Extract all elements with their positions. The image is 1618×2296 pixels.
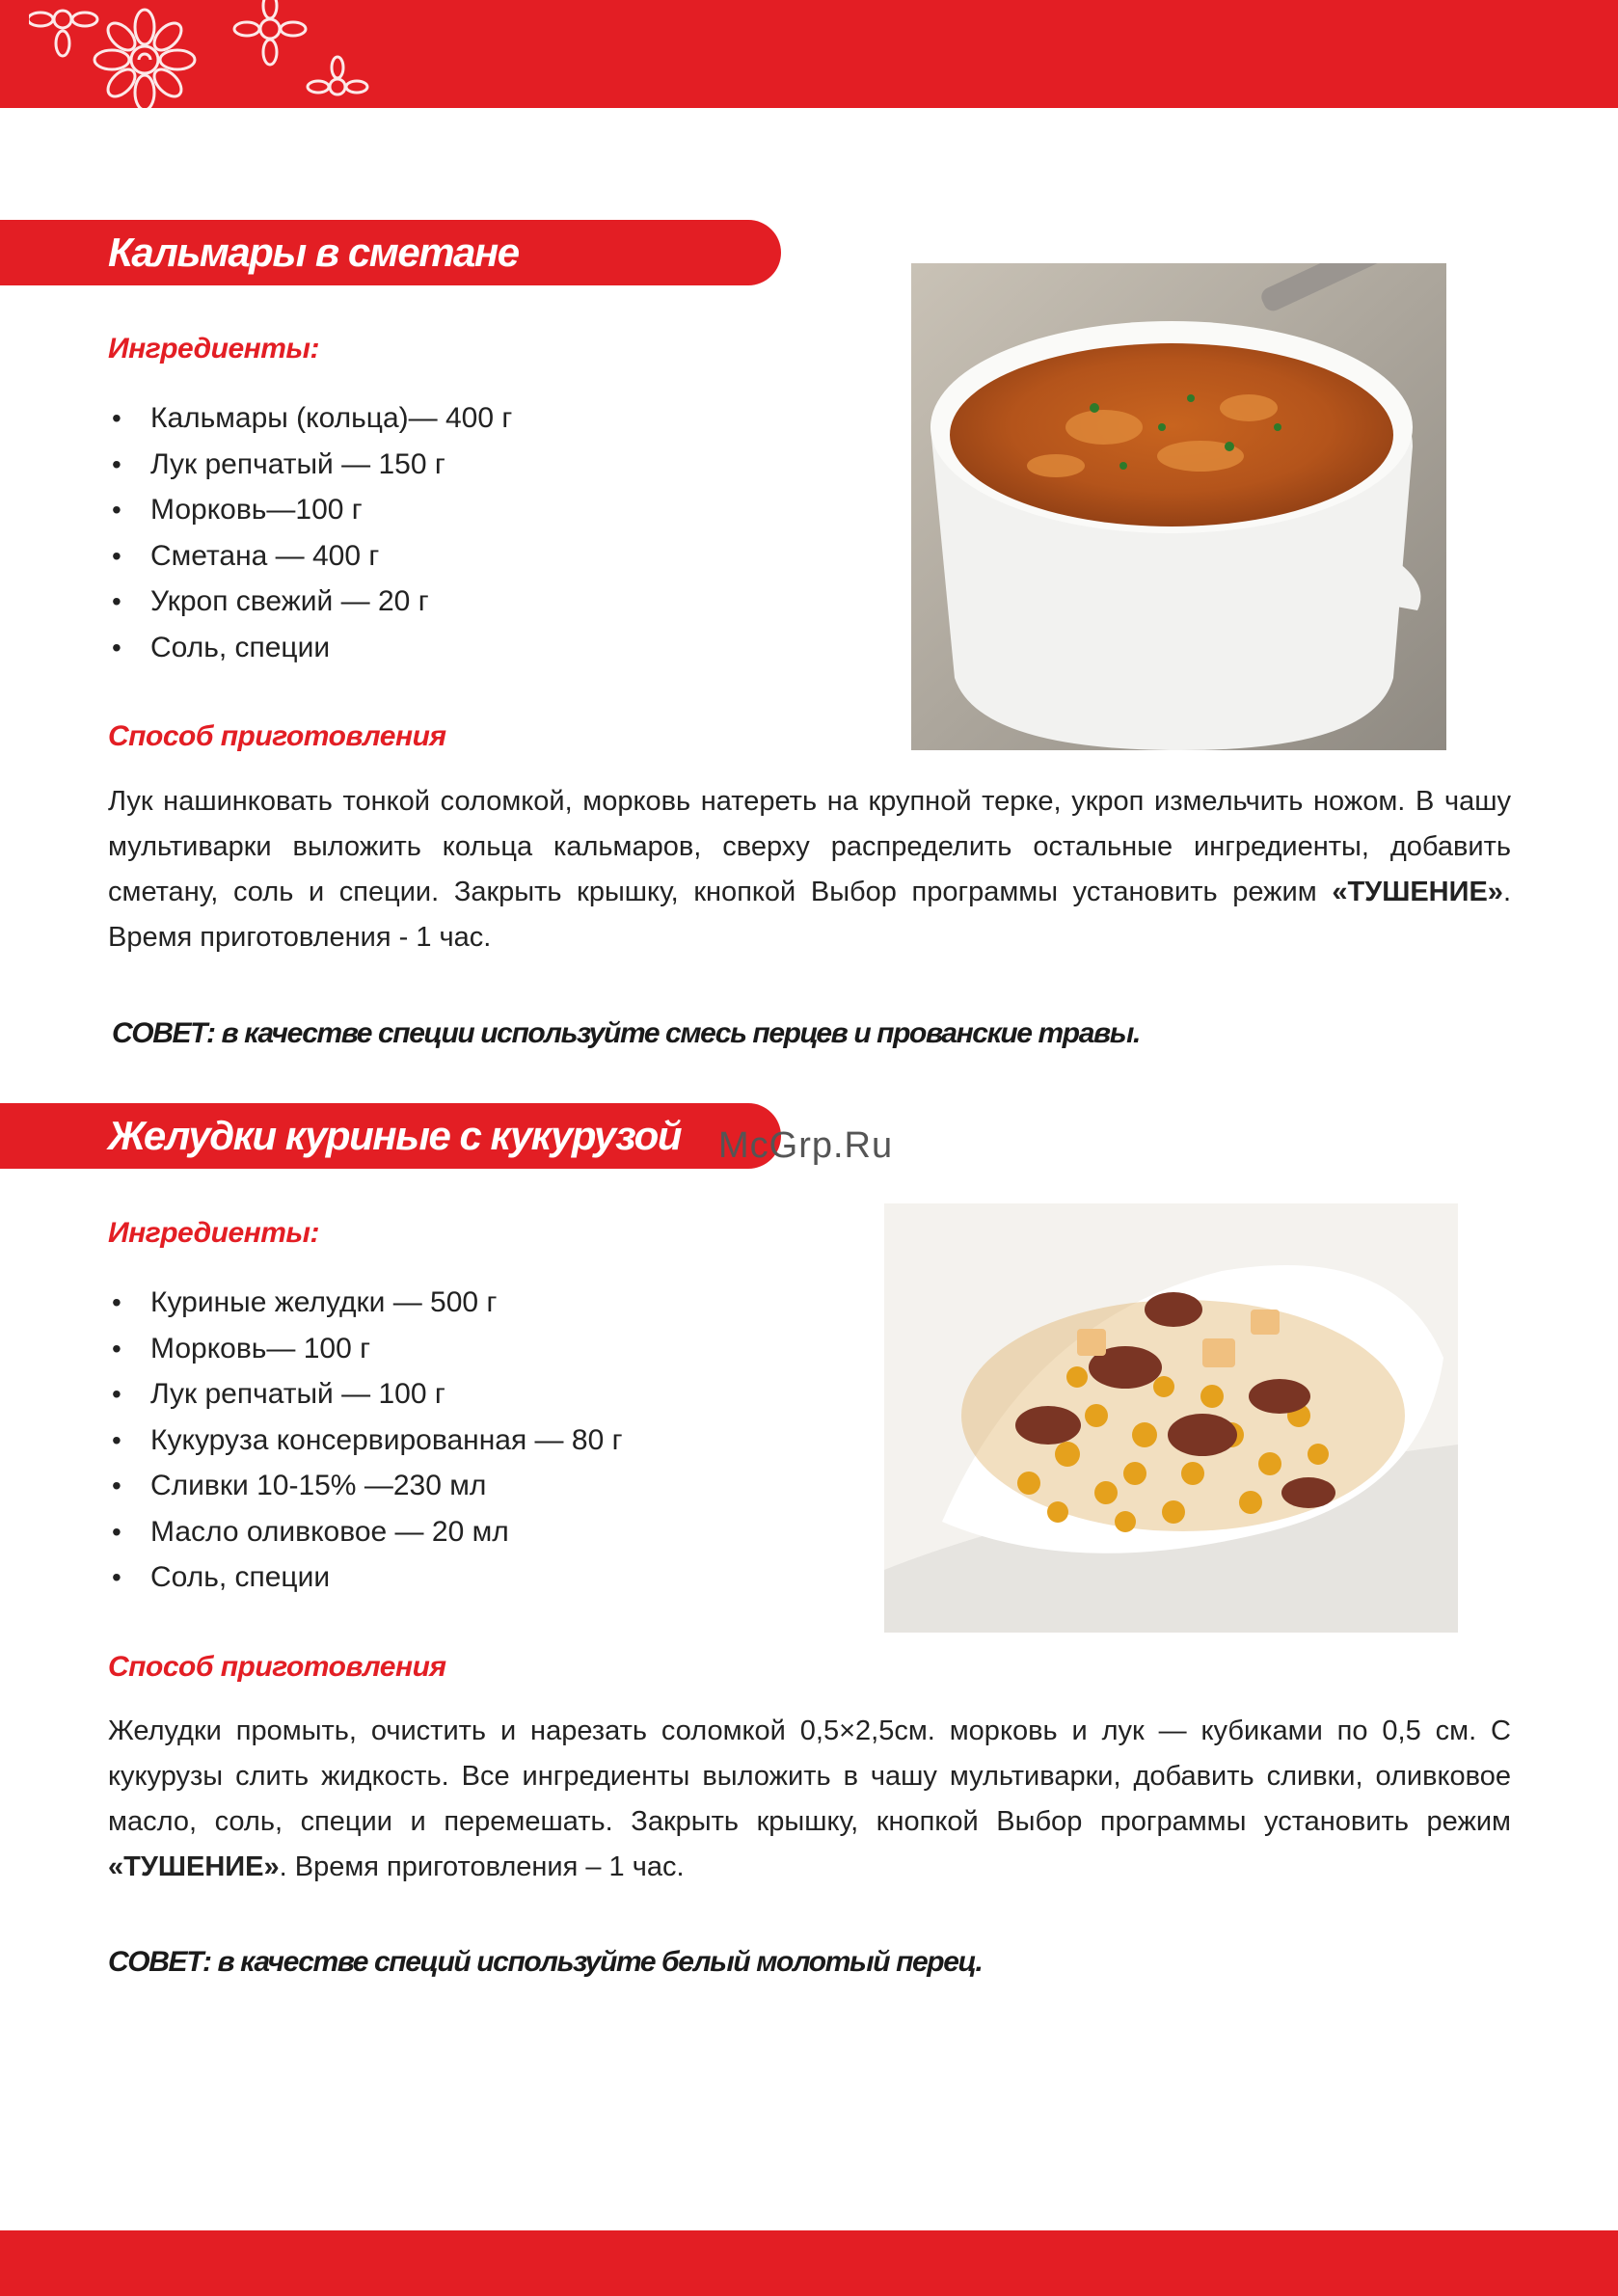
recipe1-photo (911, 263, 1446, 750)
recipe2-ingredients-heading: Ингредиенты: (108, 1217, 320, 1249)
list-item: • Морковь— 100 г (112, 1332, 371, 1364)
recipe1-title-bar (0, 220, 781, 285)
recipe1-method-text: Лук нашинковать тонкой соломкой, морковь натереть на крупной терке, укроп измельчить ножом. В чашу мультиварки выложить кольца кальмаров, сверху распределить остальные ингредиенты, добавить сметану, соль и специи. Закрыть крышку, кнопкой Выбор программы установить режим «ТУШЕНИЕ». Время приготовления - 1 час. (108, 786, 1511, 953)
recipe2-method-text: Желудки промыть, очистить и нарезать соломкой 0,5×2,5см. морковь и лук — кубиками по 0,5 см. С кукурузы слить жидкость. Все ингредиенты выложить в чашу мультиварки, добавить сливки, оливковое масло, соль, специи и перемешать. Закрыть крышку, кнопкой Выбор программы установить режим «ТУШЕНИЕ». Время приготовления – 1 час. (108, 1715, 1511, 1882)
recipe1-tip: СОВЕТ: в качестве специи используйте смесь перцев и прованские травы. (112, 1017, 1140, 1049)
recipe2-photo (884, 1203, 1458, 1633)
list-item: • Масло оливковое — 20 мл (112, 1515, 509, 1548)
recipe2-tip: СОВЕТ: в качестве специй используйте белый молотый перец. (108, 1946, 983, 1978)
recipe2-ingredients-list (108, 1280, 623, 1601)
list-item: • Лук репчатый — 150 г (112, 447, 445, 480)
list-item: • Сметана — 400 г (112, 539, 380, 572)
list-item: • Соль, специи (112, 631, 331, 663)
list-item: • Укроп свежий — 20 г (112, 585, 429, 617)
list-item: • Кукуруза консервированная — 80 г (112, 1423, 623, 1456)
recipe1-ingredients-heading: Ингредиенты: (108, 333, 320, 365)
recipe2-title: Желудки куриные с кукурузой (108, 1113, 681, 1158)
recipe1-ingredients-list (108, 395, 512, 670)
list-item: • Куриные желудки — 500 г (112, 1286, 498, 1318)
recipe1-title: Кальмары в сметане (108, 230, 519, 275)
list-item: • Морковь—100 г (112, 494, 363, 526)
header-bar (0, 0, 1618, 108)
list-item: • Сливки 10-15% —230 мл (112, 1470, 487, 1501)
footer-bar (0, 2230, 1618, 2296)
list-item: • Лук репчатый — 100 г (112, 1378, 445, 1410)
list-item: • Кальмары (кольца)— 400 г (112, 402, 513, 434)
watermark: McGrp.Ru (718, 1125, 894, 1166)
recipe2-method-heading: Способ приготовления (108, 1651, 446, 1683)
flower-decoration-icon (29, 0, 376, 108)
recipe2-title-bar (0, 1103, 781, 1169)
recipe1-method-heading: Способ приготовления (108, 720, 446, 752)
list-item: • Соль, специи (112, 1561, 331, 1593)
